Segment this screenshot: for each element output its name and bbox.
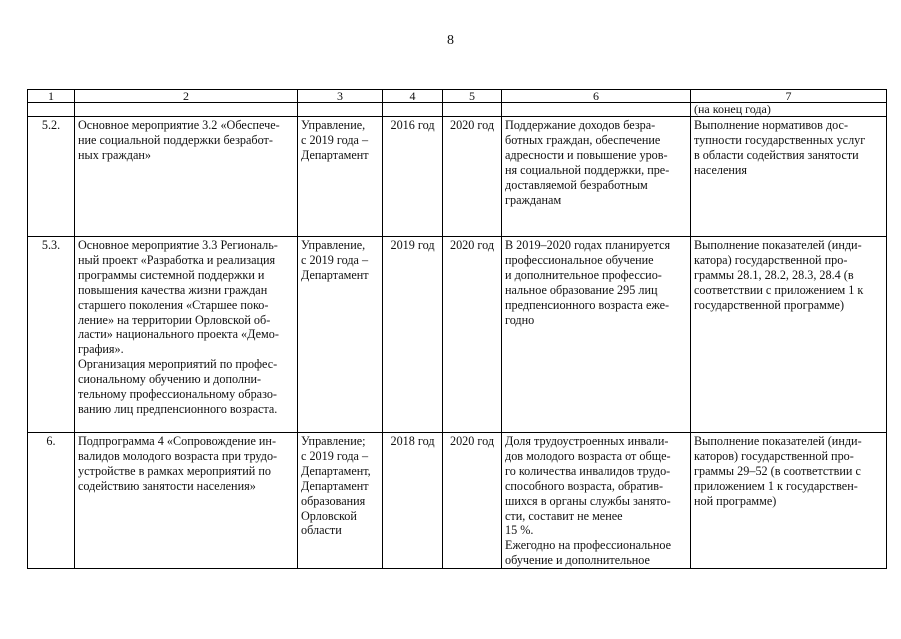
text-line: Ежегодно на профессиональное bbox=[505, 538, 672, 553]
text-line: валидов молодого возраста при трудо- bbox=[78, 448, 278, 463]
text-line: ванию лиц предпенсионного возраста. bbox=[78, 401, 278, 416]
measure-name-cell bbox=[75, 117, 298, 237]
responsible-cell bbox=[298, 117, 383, 237]
text-line: Выполнение показателей (инди- bbox=[694, 238, 862, 252]
text-line: нальное образование 295 лиц bbox=[505, 282, 658, 297]
text-line: Подпрограмма 4 «Сопровождение ин- bbox=[78, 434, 277, 448]
text-line: Управление, bbox=[301, 238, 366, 252]
column-number-row bbox=[28, 90, 887, 103]
text-line: с 2019 года – bbox=[301, 132, 369, 147]
text-line: ботных граждан, обеспечение bbox=[505, 132, 661, 147]
expected-result-cell bbox=[502, 237, 691, 433]
text-line: Выполнение показателей (инди- bbox=[694, 434, 862, 448]
text-line: приложением 1 к государствен- bbox=[694, 478, 858, 493]
end-year-cell: 2020 год bbox=[443, 237, 502, 433]
text-line: Основное мероприятие 3.2 «Обеспече- bbox=[78, 118, 280, 132]
text-line: программы системной поддержки и bbox=[78, 267, 265, 282]
text-line: ной программе) bbox=[694, 493, 777, 508]
start-year-cell: 2018 год bbox=[383, 433, 443, 569]
text-line: ня социальной поддержки, пре- bbox=[505, 162, 670, 177]
text-line: годно bbox=[505, 312, 535, 327]
measure-name-cell bbox=[75, 433, 298, 569]
text-line: Департамент bbox=[301, 147, 369, 162]
text-line: государственной программе) bbox=[694, 297, 845, 312]
table-row bbox=[28, 237, 887, 433]
text-line: ласти» национального проекта «Демо- bbox=[78, 327, 279, 342]
column-number: 5 bbox=[443, 90, 502, 103]
text-line: содействию занятости населения» bbox=[78, 478, 256, 493]
text-line: Основное мероприятие 3.3 Региональ- bbox=[78, 238, 278, 252]
text-line: Департамент bbox=[301, 478, 369, 493]
text-line: графия». bbox=[78, 342, 124, 357]
text-line: тупности государственных услуг bbox=[694, 132, 866, 147]
column-number: 6 bbox=[502, 90, 691, 103]
table-row bbox=[28, 433, 887, 569]
text-line: Орловской bbox=[301, 508, 357, 523]
column-number: 2 bbox=[75, 90, 298, 103]
text-line: обучение и дополнительное bbox=[505, 553, 650, 568]
row-number: 6. bbox=[28, 433, 75, 569]
responsible-cell bbox=[298, 433, 383, 569]
text-line: области bbox=[301, 523, 342, 538]
text-line: катора) государственной про- bbox=[694, 252, 848, 267]
text-line: старшего поколения «Старшее поко- bbox=[78, 297, 269, 312]
text-line: Департамент bbox=[301, 267, 369, 282]
expected-result-cell bbox=[502, 117, 691, 237]
responsible-cell bbox=[298, 237, 383, 433]
text-line: ление» на территории Орловской об- bbox=[78, 312, 271, 327]
end-year-cell: 2020 год bbox=[443, 433, 502, 569]
text-line: тельному профессиональному образо- bbox=[78, 387, 277, 402]
text-line: шихся в органы службы занято- bbox=[505, 493, 671, 508]
text-line: граммы 28.1, 28.2, 28.3, 28.4 (в bbox=[694, 267, 854, 282]
indicator-link-cell bbox=[691, 117, 887, 237]
text-line: с 2019 года – bbox=[301, 448, 369, 463]
text-line: каторов) государственной про- bbox=[694, 448, 854, 463]
text-line: устройстве в рамках мероприятий по bbox=[78, 463, 271, 478]
text-line: сиональному обучению и дополни- bbox=[78, 372, 262, 387]
continuation-text: (на конец года) bbox=[691, 103, 887, 117]
text-line: Организация мероприятий по профес- bbox=[78, 357, 278, 372]
text-line: способного возраста, обратив- bbox=[505, 478, 664, 493]
text-line: Выполнение нормативов дос- bbox=[694, 118, 849, 132]
indicator-link-cell bbox=[691, 237, 887, 433]
text-line: образования bbox=[301, 493, 366, 508]
text-line: го количества инвалидов трудо- bbox=[505, 463, 671, 478]
start-year-cell: 2016 год bbox=[383, 117, 443, 237]
column-number: 3 bbox=[298, 90, 383, 103]
text-line: повышения качества жизни граждан bbox=[78, 282, 268, 297]
row-number: 5.3. bbox=[28, 237, 75, 433]
text-line: в области содействия занятости bbox=[694, 147, 859, 162]
column-number: 4 bbox=[383, 90, 443, 103]
text-line: и дополнительное профессио- bbox=[505, 267, 662, 282]
continuation-row bbox=[28, 103, 887, 117]
text-line: 15 %. bbox=[505, 523, 534, 538]
start-year-cell: 2019 год bbox=[383, 237, 443, 433]
text-line: Поддержание доходов безра- bbox=[505, 118, 656, 132]
text-line: Доля трудоустроенных инвали- bbox=[505, 434, 669, 448]
text-line: адресности и повышение уров- bbox=[505, 147, 668, 162]
indicator-link-cell bbox=[691, 433, 887, 569]
column-number: 7 bbox=[691, 90, 887, 103]
end-year-cell: 2020 год bbox=[443, 117, 502, 237]
text-line: ние социальной поддержки безработ- bbox=[78, 132, 273, 147]
text-line: гражданам bbox=[505, 192, 562, 207]
text-line: сти, составит не менее bbox=[505, 508, 623, 523]
text-line: В 2019–2020 годах планируется bbox=[505, 238, 671, 252]
text-line: ный проект «Разработка и реализация bbox=[78, 252, 276, 267]
text-line: Управление, bbox=[301, 118, 366, 132]
row-number: 5.2. bbox=[28, 117, 75, 237]
text-line: Департамент, bbox=[301, 463, 371, 478]
program-table bbox=[27, 89, 887, 569]
table-row bbox=[28, 117, 887, 237]
text-line: предпенсионного возраста еже- bbox=[505, 297, 670, 312]
measure-name-cell bbox=[75, 237, 298, 433]
text-line: соответствии с приложением 1 к bbox=[694, 282, 864, 297]
text-line: профессиональное обучение bbox=[505, 252, 654, 267]
text-line: ных граждан» bbox=[78, 147, 152, 162]
text-line: с 2019 года – bbox=[301, 252, 369, 267]
column-number: 1 bbox=[28, 90, 75, 103]
expected-result-cell bbox=[502, 433, 691, 569]
text-line: доставляемой безработным bbox=[505, 177, 648, 192]
text-line: дов молодого возраста от обще- bbox=[505, 448, 671, 463]
text-line: населения bbox=[694, 162, 748, 177]
page-number: 8 bbox=[447, 33, 454, 48]
text-line: Управление; bbox=[301, 434, 366, 448]
text-line: граммы 29–52 (в соответствии с bbox=[694, 463, 861, 478]
